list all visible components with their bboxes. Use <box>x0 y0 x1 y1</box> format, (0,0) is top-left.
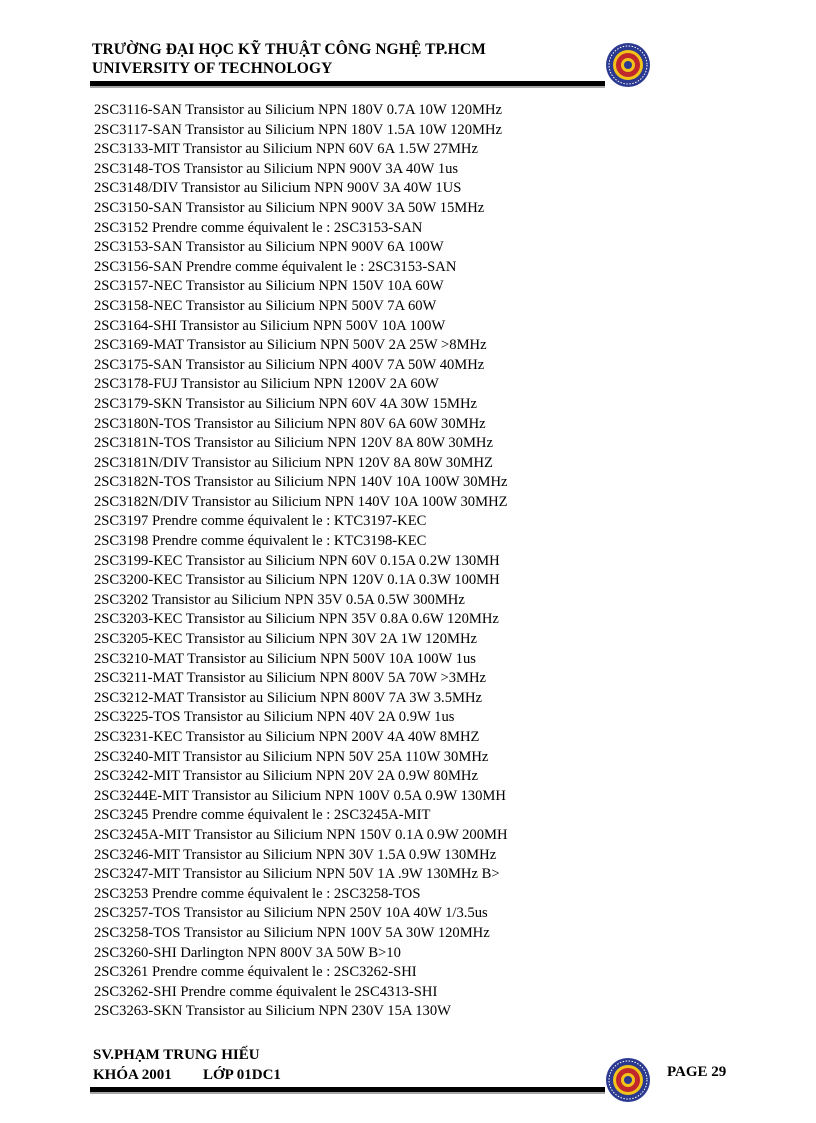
list-item: 2SC3198 Prendre comme équivalent le : KTC3198-KEC <box>94 533 427 550</box>
list-item: 2SC3182N/DIV Transistor au Silicium NPN 140V 10A 100W 30MHZ <box>94 493 508 510</box>
list-item: 2SC3164-SHI Transistor au Silicium NPN 500V 10A 100W <box>94 317 446 334</box>
list-item: 2SC3116-SAN Transistor au Silicium NPN 180V 0.7A 10W 120MHz <box>94 102 502 118</box>
list-item: 2SC3203-KEC Transistor au Silicium NPN 35V 0.8A 0.6W 120MHz <box>94 611 499 628</box>
list-item: 2SC3247-MIT Transistor au Silicium NPN 50V 1A .9W 130MHz B> <box>94 866 500 883</box>
university-name-vi: TRƯỜNG ĐẠI HỌC KỸ THUẬT CÔNG NGHỆ TP.HCM <box>92 41 486 58</box>
list-item: 2SC3225-TOS Transistor au Silicium NPN 40V 2A 0.9W 1us <box>94 709 455 726</box>
list-item: 2SC3148-TOS Transistor au Silicium NPN 900V 3A 40W 1us <box>94 160 459 177</box>
list-item: 2SC3181N/DIV Transistor au Silicium NPN 120V 8A 80W 30MHZ <box>94 454 493 471</box>
list-item: 2SC3211-MAT Transistor au Silicium NPN 800V 5A 70W >3MHz <box>94 670 487 687</box>
list-item: 2SC3133-MIT Transistor au Silicium NPN 60V 6A 1.5W 27MHz <box>94 141 478 158</box>
list-item: 2SC3244E-MIT Transistor au Silicium NPN 100V 0.5A 0.9W 130MH <box>94 787 506 804</box>
list-item: 2SC3117-SAN Transistor au Silicium NPN 180V 1.5A 10W 120MHz <box>94 121 502 138</box>
page-number: PAGE 29 <box>667 1064 727 1080</box>
list-item: 2SC3199-KEC Transistor au Silicium NPN 60V 0.15A 0.2W 130MH <box>94 552 500 569</box>
list-item: 2SC3231-KEC Transistor au Silicium NPN 200V 4A 40W 8MHZ <box>94 729 480 745</box>
university-seal-icon <box>605 42 651 88</box>
university-seal-icon <box>605 1057 651 1103</box>
list-item: 2SC3202 Transistor au Silicium NPN 35V 0.5A 0.5W 300MHz <box>94 591 465 608</box>
list-item: 2SC3253 Prendre comme équivalent le : 2SC3258-TOS <box>94 885 421 902</box>
list-item: 2SC3246-MIT Transistor au Silicium NPN 30V 1.5A 0.9W 130MHz <box>94 846 497 863</box>
list-item: 2SC3260-SHI Darlington NPN 800V 3A 50W B>10 <box>94 944 401 961</box>
list-item: 2SC3150-SAN Transistor au Silicium NPN 900V 3A 50W 15MHz <box>94 199 485 216</box>
page-footer <box>93 1045 393 1085</box>
list-item: 2SC3156-SAN Prendre comme équivalent le : 2SC3153-SAN <box>94 258 457 275</box>
class-info <box>93 1065 393 1085</box>
list-item: 2SC3182N-TOS Transistor au Silicium NPN 140V 10A 100W 30MHz <box>94 474 508 491</box>
list-item: 2SC3158-NEC Transistor au Silicium NPN 500V 7A 60W <box>94 297 437 314</box>
list-item: 2SC3178-FUJ Transistor au Silicium NPN 1200V 2A 60W <box>94 376 439 393</box>
footer-divider <box>90 1087 605 1092</box>
list-item: 2SC3263-SKN Transistor au Silicium NPN 230V 15A 130W <box>94 1003 451 1020</box>
cohort-year: KHÓA 2001 <box>93 1067 172 1083</box>
list-item: 2SC3197 Prendre comme équivalent le : KTC3197-KEC <box>94 513 427 530</box>
list-item: 2SC3181N-TOS Transistor au Silicium NPN 120V 8A 80W 30MHz <box>94 435 493 452</box>
list-item: 2SC3200-KEC Transistor au Silicium NPN 120V 0.1A 0.3W 100MH <box>94 572 500 589</box>
list-item: 2SC3261 Prendre comme équivalent le : 2SC3262-SHI <box>94 964 417 981</box>
list-item: 2SC3169-MAT Transistor au Silicium NPN 500V 2A 25W >8MHz <box>94 337 487 354</box>
list-item: 2SC3245 Prendre comme équivalent le : 2SC3245A-MIT <box>94 807 431 824</box>
university-name-en: UNIVERSITY OF TECHNOLOGY <box>92 60 333 77</box>
page-header <box>92 40 612 78</box>
student-name: SV.PHẠM TRUNG HIẾU <box>93 1047 260 1063</box>
list-item: 2SC3212-MAT Transistor au Silicium NPN 800V 7A 3W 3.5MHz <box>94 689 482 706</box>
class-code: LỚP 01DC1 <box>203 1067 281 1083</box>
list-item: 2SC3153-SAN Transistor au Silicium NPN 900V 6A 100W <box>94 239 444 256</box>
list-item: 2SC3180N-TOS Transistor au Silicium NPN 80V 6A 60W 30MHz <box>94 415 486 432</box>
transistor-list <box>94 101 614 1022</box>
list-item: 2SC3242-MIT Transistor au Silicium NPN 20V 2A 0.9W 80MHz <box>94 768 478 785</box>
list-item: 2SC3262-SHI Prendre comme équivalent le 2SC4313-SHI <box>94 983 438 1000</box>
list-item: 2SC3258-TOS Transistor au Silicium NPN 100V 5A 30W 120MHz <box>94 924 490 941</box>
list-item: 2SC3148/DIV Transistor au Silicium NPN 900V 3A 40W 1US <box>94 180 462 197</box>
list-item: 2SC3179-SKN Transistor au Silicium NPN 60V 4A 30W 15MHz <box>94 395 477 412</box>
list-item: 2SC3205-KEC Transistor au Silicium NPN 30V 2A 1W 120MHz <box>94 631 477 648</box>
list-item: 2SC3210-MAT Transistor au Silicium NPN 500V 10A 100W 1us <box>94 650 476 667</box>
list-item: 2SC3157-NEC Transistor au Silicium NPN 150V 10A 60W <box>94 278 444 295</box>
header-divider <box>90 81 605 86</box>
list-item: 2SC3240-MIT Transistor au Silicium NPN 50V 25A 110W 30MHz <box>94 748 489 765</box>
list-item: 2SC3245A-MIT Transistor au Silicium NPN 150V 0.1A 0.9W 200MH <box>94 826 508 843</box>
list-item: 2SC3175-SAN Transistor au Silicium NPN 400V 7A 50W 40MHz <box>94 356 485 373</box>
list-item: 2SC3152 Prendre comme équivalent le : 2SC3153-SAN <box>94 219 423 236</box>
list-item: 2SC3257-TOS Transistor au Silicium NPN 250V 10A 40W 1/3.5us <box>94 905 488 922</box>
